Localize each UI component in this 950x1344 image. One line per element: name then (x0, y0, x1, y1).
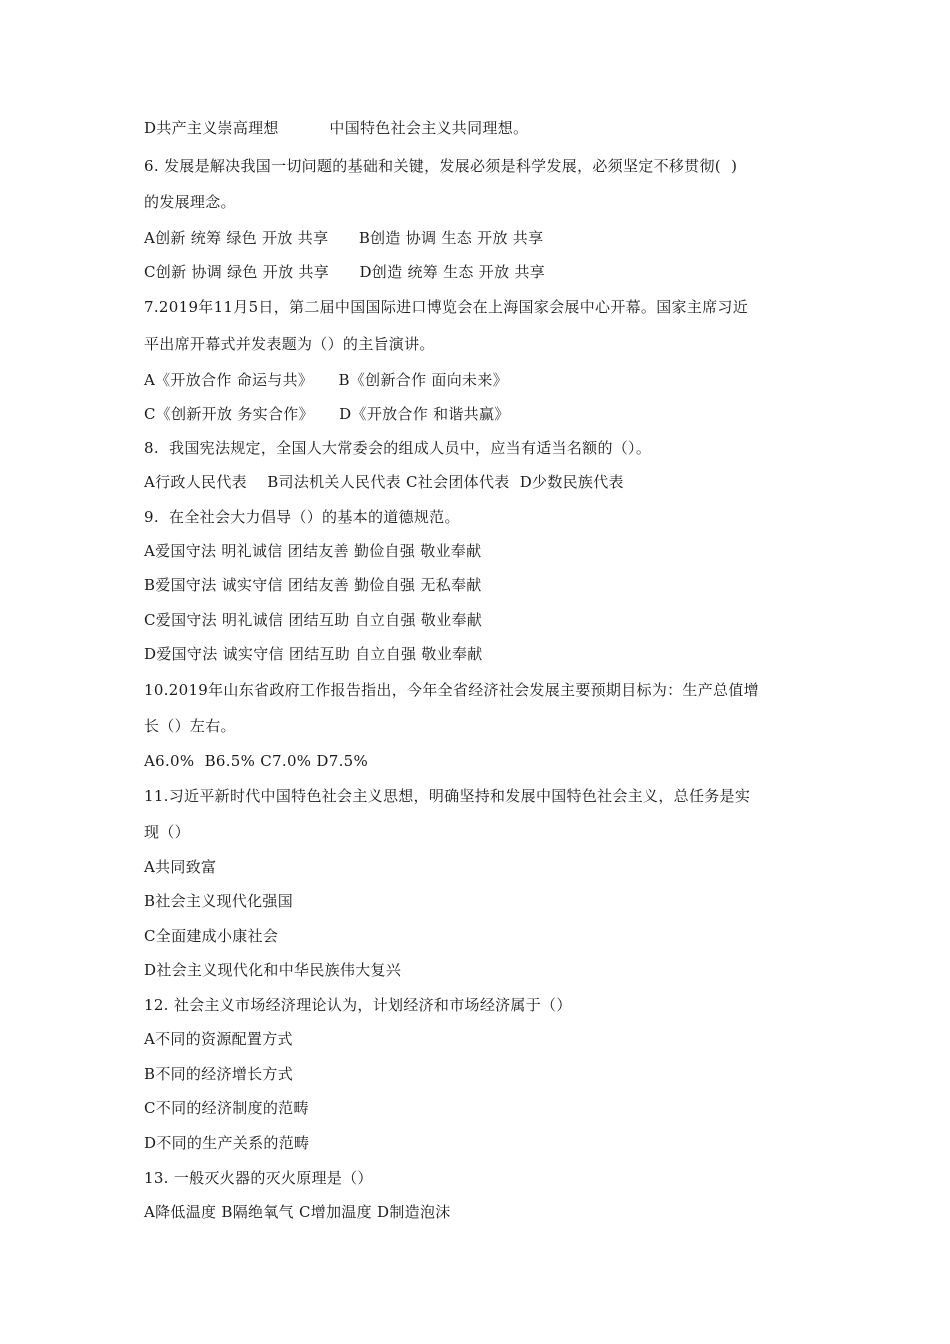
question-8-options: A行政人民代表 B司法机关人民代表 C社会团体代表 D少数民族代表 (144, 473, 624, 491)
question-12-option-a: A不同的资源配置方式 (144, 1030, 293, 1048)
question-11-option-d: D社会主义现代化和中华民族伟大复兴 (144, 961, 402, 979)
question-9-option-d: D爱国守法 诚实守信 团结互助 自立自强 敬业奉献 (144, 645, 483, 663)
question-10-text: 10.2019年山东省政府工作报告指出，今年全省经济社会发展主要预期目标为：生产总值增 (144, 681, 759, 699)
question-6-text-cont: 的发展理念。 (144, 193, 236, 211)
question-11-option-c: C全面建成小康社会 (144, 927, 279, 945)
question-12-text: 12. 社会主义市场经济理论认为，计划经济和市场经济属于（） (144, 996, 572, 1014)
question-9-option-c: C爱国守法 明礼诚信 团结互助 自立自强 敬业奉献 (144, 611, 483, 629)
question-11-option-a: A共同致富 (144, 858, 217, 876)
question-10-options: A6.0% B6.5% C7.0% D7.5% (144, 752, 369, 770)
question-6-options-ab: A创新 统筹 绿色 开放 共享 B创造 协调 生态 开放 共享 (144, 229, 544, 247)
question-8-text: 8. 我国宪法规定，全国人大常委会的组成人员中，应当有适当名额的（）。 (144, 439, 652, 457)
question-13-text: 13. 一般灭火器的灭火原理是（） (144, 1169, 373, 1187)
question-13-options: A降低温度 B隔绝氧气 C增加温度 D制造泡沫 (144, 1203, 451, 1221)
question-11-text: 11.习近平新时代中国特色社会主义思想，明确坚持和发展中国特色社会主义，总任务是实 (144, 787, 751, 805)
question-11-text-cont: 现（） (144, 823, 190, 841)
question-7-options-ab: A《开放合作 命运与共》 B《创新合作 面向未来》 (144, 371, 508, 389)
question-9-option-a: A爱国守法 明礼诚信 团结友善 勤俭自强 敬业奉献 (144, 542, 482, 560)
question-11-option-b: B社会主义现代化强国 (144, 892, 294, 910)
question-6-text: 6. 发展是解决我国一切问题的基础和关键，发展必须是科学发展，必须坚定不移贯彻( ) (144, 157, 738, 175)
question-12-option-b: B不同的经济增长方式 (144, 1065, 294, 1083)
question-10-text-cont: 长（）左右。 (144, 717, 236, 735)
question-12-option-c: C不同的经济制度的范畴 (144, 1099, 309, 1117)
question-9-option-b: B爱国守法 诚实守信 团结友善 勤俭自强 无私奉献 (144, 576, 482, 594)
question-7-text-cont: 平出席开幕式并发表题为（）的主旨演讲。 (144, 335, 435, 353)
answer-option-line: D共产主义崇高理想 中国特色社会主义共同理想。 (144, 119, 529, 137)
question-7-options-cd: C《创新开放 务实合作》 D《开放合作 和谐共赢》 (144, 405, 510, 423)
question-7-text: 7.2019年11月5日，第二届中国国际进口博览会在上海国家会展中心开幕。国家主席习近 (144, 298, 749, 316)
question-9-text: 9. 在全社会大力倡导（）的基本的道德规范。 (144, 508, 460, 526)
question-6-options-cd: C创新 协调 绿色 开放 共享 D创造 统筹 生态 开放 共享 (144, 263, 546, 281)
question-12-option-d: D不同的生产关系的范畴 (144, 1134, 310, 1152)
